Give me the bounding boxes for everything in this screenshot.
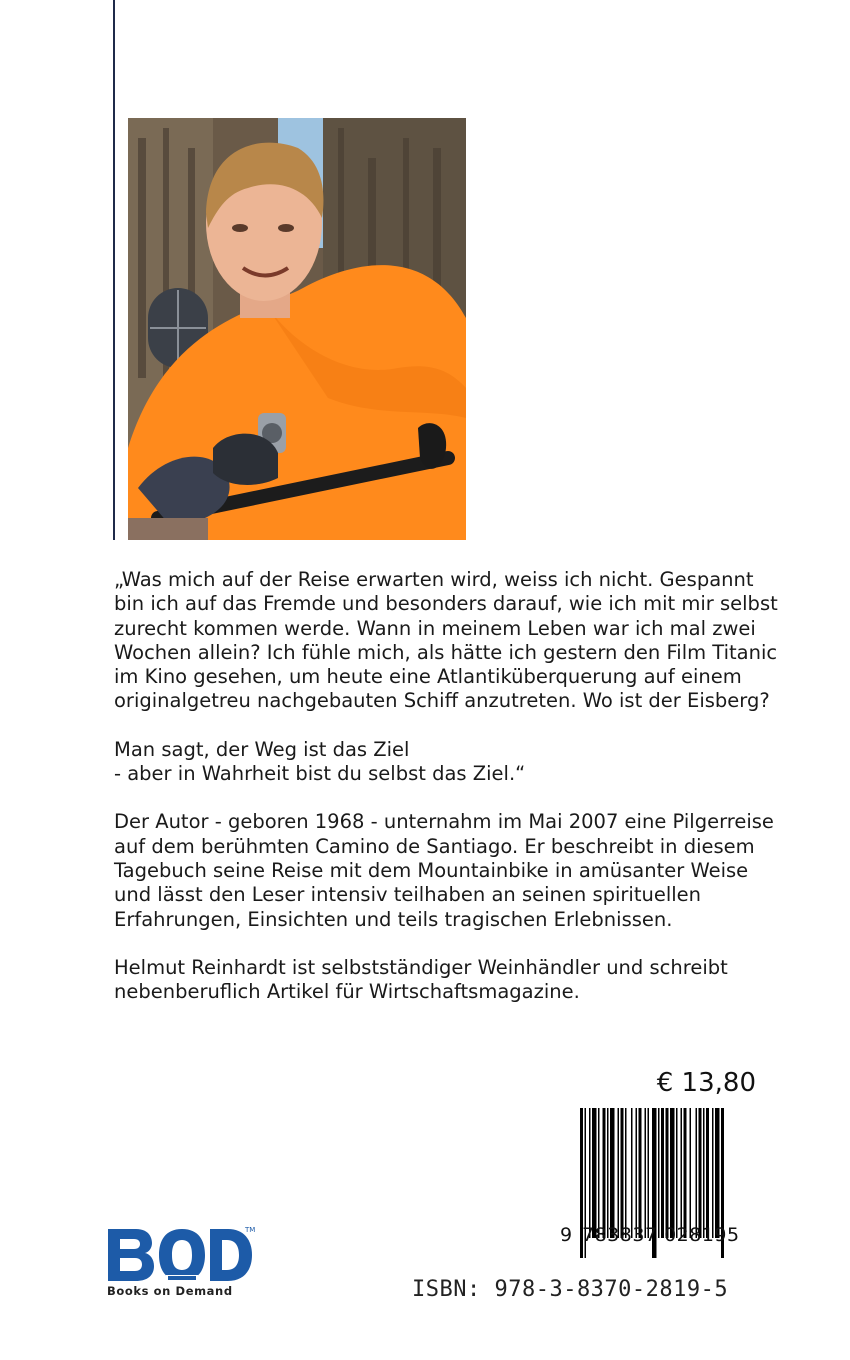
author-line: nebenberuflich Artikel für Wirtschaftsmagazine. [114, 980, 580, 1004]
barcode-bar [703, 1108, 705, 1238]
barcode-bar [639, 1108, 642, 1238]
barcode-bar [636, 1108, 638, 1238]
about-line: auf dem berühmten Camino de Santiago. Er beschreibt in diesem [114, 834, 755, 858]
barcode-bar [631, 1108, 633, 1238]
barcode-bar [661, 1108, 664, 1238]
bod-trademark: TM [245, 1226, 256, 1234]
barcode-bar [592, 1108, 597, 1238]
bod-tagline: Books on Demand [107, 1284, 233, 1298]
about-line: Erfahrungen, Einsichten und teils tragischen Erlebnissen. [114, 907, 673, 931]
motto-line: - aber in Wahrheit bist du selbst das Ziel.“ [114, 762, 526, 786]
quote-line: „Was mich auf der Reise erwarten wird, weiss ich nicht. Gespannt [114, 568, 754, 591]
barcode-bar [621, 1108, 624, 1238]
barcode-bar [603, 1108, 606, 1238]
spine-divider-line [113, 0, 115, 540]
author-photo [128, 118, 466, 540]
price-label: € 13,80 [656, 1068, 756, 1098]
barcode-bar [715, 1108, 720, 1238]
barcode-bar [676, 1108, 678, 1238]
publisher-logo [106, 1225, 256, 1305]
barcode-bar [712, 1108, 714, 1238]
barcode-bar [589, 1108, 591, 1238]
barcode-bar [625, 1108, 627, 1238]
barcode-bar [658, 1108, 660, 1238]
motto-line: Man sagt, der Weg ist das Ziel [114, 737, 410, 761]
about-line: Tagebuch seine Reise mit dem Mountainbike in amüsanter Weise [114, 858, 749, 882]
quote-line: zurecht kommen werde. Wann in meinem Leben war ich mal zwei [114, 616, 756, 640]
quote-line: im Kino gesehen, um heute eine Atlantiküberquerung auf einem [114, 665, 742, 689]
barcode-bar [706, 1108, 709, 1238]
quote-line: originalgetreu nachgebauten Schiff anzutreten. Wo ist der Eisberg? [114, 689, 770, 713]
quote-line: bin ich auf das Fremde und besonders darauf, wie ich mit mir selbst [114, 592, 778, 616]
about-paragraph [114, 810, 774, 931]
quote-line: Wochen allein? Ich fühle mich, als hätte ich gestern den Film Titanic [114, 640, 778, 664]
blurb-text [114, 568, 778, 1028]
barcode-bar [681, 1108, 683, 1238]
about-line: und lässt den Leser intensiv teilhaben an seinen spirituellen [114, 883, 702, 907]
barcode-bar [684, 1108, 687, 1238]
isbn-label: ISBN: 978-3-8370-2819-5 [412, 1277, 729, 1302]
barcode-bar [598, 1108, 600, 1238]
barcode-bar [690, 1108, 692, 1238]
bod-logo-icon [106, 1225, 252, 1283]
barcode-bar [699, 1108, 702, 1238]
barcode-number: 783837 028195 [582, 1224, 740, 1246]
author-line: Helmut Reinhardt ist selbstständiger Weinhändler und schreibt [114, 955, 728, 979]
author-paragraph [114, 956, 754, 1005]
barcode-bar [645, 1108, 647, 1238]
barcode-first-digit: 9 [560, 1224, 573, 1246]
barcode-bar [696, 1108, 698, 1238]
barcode-bar [648, 1108, 650, 1238]
quote-paragraph [114, 568, 778, 714]
barcode-bar [618, 1108, 620, 1238]
barcode-bar [666, 1108, 669, 1238]
about-line: Der Autor - geboren 1968 - unternahm im Mai 2007 eine Pilgerreise [114, 810, 774, 834]
barcode-bar [607, 1108, 609, 1238]
motto-paragraph [114, 738, 754, 787]
barcode-bar [670, 1108, 675, 1238]
barcode-bar [610, 1108, 615, 1238]
